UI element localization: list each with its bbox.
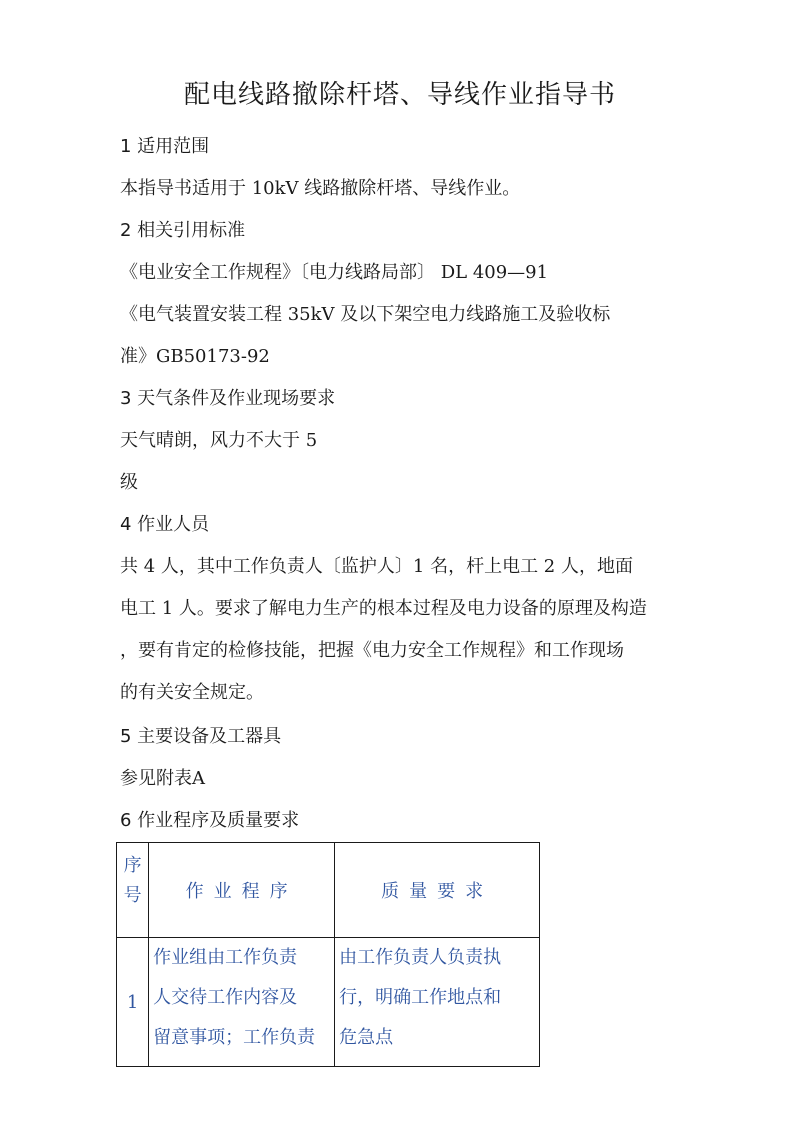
- table-row: [117, 938, 540, 1067]
- section-3-text-1: 天气晴朗，风力不大于 5: [120, 430, 318, 451]
- section-5-text: 参见附表A: [120, 768, 205, 789]
- section-1-heading: 1 适用范围: [120, 136, 210, 157]
- section-2-standard-1: 《电业安全工作规程》〔电力线路局部〕 DL 409—91: [120, 262, 549, 283]
- section-2-standard-2: 《电气装置安装工程 35kV 及以下架空电力线路施工及验收标: [120, 304, 611, 325]
- quality-line: 危急点: [339, 1027, 394, 1048]
- section-4-text-4: 的有关安全规定。: [120, 682, 264, 703]
- section-2-heading: 2 相关引用标准: [120, 220, 246, 241]
- procedure-table: [116, 842, 540, 1067]
- header-procedure-cell: 作业程序: [149, 843, 335, 938]
- section-4-text-3: ，要有肯定的检修技能，把握《电力安全工作规程》和工作现场: [120, 640, 624, 661]
- row-procedure-cell: [149, 938, 335, 1067]
- header-num-line-2: 号: [123, 885, 142, 906]
- document-title: 配电线路撤除杆塔、导线作业指导书: [183, 80, 616, 110]
- section-3-heading: 3 天气条件及作业现场要求: [120, 388, 336, 409]
- row-num-cell: 1: [117, 938, 149, 1067]
- section-3-text-2: 级: [120, 472, 138, 493]
- header-quality-cell: 质量要求: [335, 843, 540, 938]
- header-num-line-1: 序: [123, 855, 142, 876]
- row-quality-cell: [335, 938, 540, 1067]
- header-num-cell: [117, 843, 149, 938]
- procedure-line: 作业组由工作负责: [153, 947, 298, 968]
- section-5-heading: 5 主要设备及工器具: [120, 726, 282, 747]
- section-1-text: 本指导书适用于 10kV 线路撤除杆塔、导线作业。: [120, 178, 521, 199]
- procedure-line: 留意事项；工作负责: [153, 1027, 316, 1048]
- section-4-heading: 4 作业人员: [120, 514, 210, 535]
- section-4-text-2: 电工 1 人。要求了解电力生产的根本过程及电力设备的原理及构造: [120, 598, 647, 619]
- quality-line: 由工作负责人负责执: [339, 947, 502, 968]
- table-header-row: [117, 843, 540, 938]
- quality-line: 行，明确工作地点和: [339, 987, 502, 1008]
- procedure-line: 人交待工作内容及: [153, 987, 298, 1008]
- section-6-heading: 6 作业程序及质量要求: [120, 810, 300, 831]
- section-2-standard-2-cont: 准》GB50173-92: [120, 346, 270, 367]
- section-4-text-1: 共 4 人，其中工作负责人〔监护人〕1 名，杆上电工 2 人，地面: [120, 556, 633, 577]
